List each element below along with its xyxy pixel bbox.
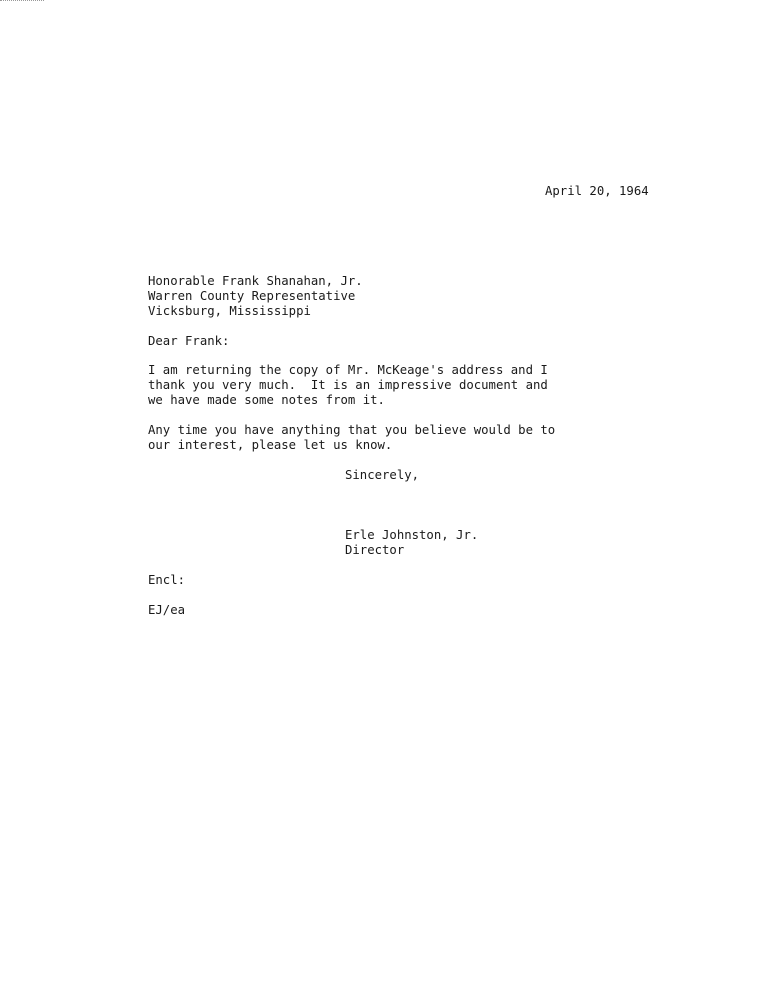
signature-title: Director <box>345 543 405 557</box>
body-paragraph-1-line-3: we have made some notes from it. <box>148 393 385 407</box>
recipient-title: Warren County Representative <box>148 289 356 303</box>
scan-edge-mark <box>0 0 44 1</box>
signature-name: Erle Johnston, Jr. <box>345 528 479 542</box>
complimentary-closing: Sincerely, <box>345 468 420 482</box>
enclosure-notation: Encl: <box>148 573 186 587</box>
reference-initials: EJ/ea <box>148 603 186 617</box>
recipient-name: Honorable Frank Shanahan, Jr. <box>148 274 363 288</box>
body-paragraph-1-line-2: thank you very much. It is an impressive document and <box>148 378 548 392</box>
body-paragraph-2-line-2: our interest, please let us know. <box>148 438 393 452</box>
recipient-location: Vicksburg, Mississippi <box>148 304 311 318</box>
salutation: Dear Frank: <box>148 334 230 348</box>
body-paragraph-1-line-1: I am returning the copy of Mr. McKeage's address and I <box>148 363 548 377</box>
body-paragraph-2-line-1: Any time you have anything that you believe would be to <box>148 423 556 437</box>
letter-date: April 20, 1964 <box>545 184 649 198</box>
